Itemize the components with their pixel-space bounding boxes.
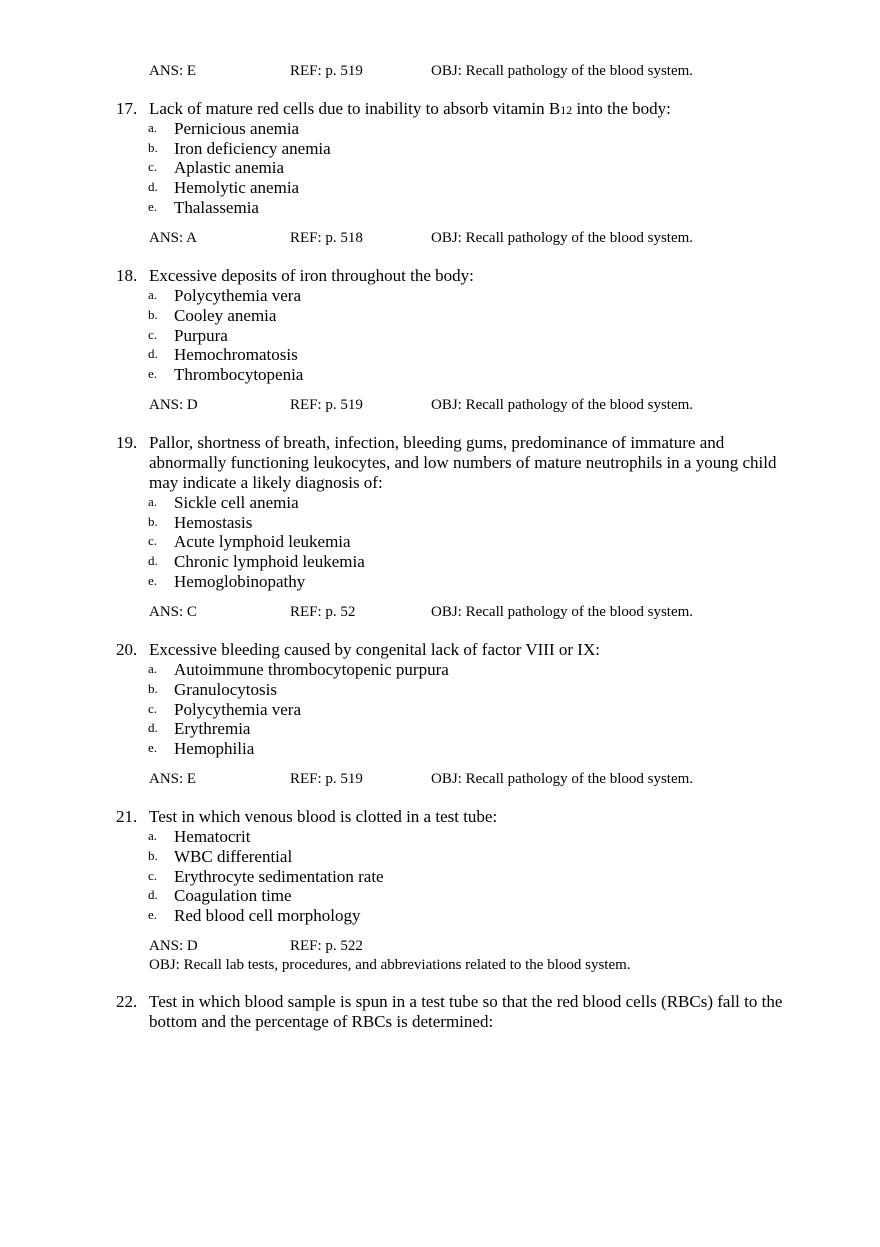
question-stem: Test in which blood sample is spun in a test tube so that the red blood cells (RBCs) fall to the bottom and the percentage of RBCs is determined: [149, 992, 783, 1031]
option-text: Polycythemia vera [174, 286, 301, 305]
answer-key: ANS: E [149, 771, 197, 787]
option-text: Hemolytic anemia [174, 178, 300, 197]
question-stem: Lack of mature red cells due to inability to absorb vitamin B12 into the body: [149, 99, 671, 118]
learning-objective: OBJ: Recall pathology of the blood system. [431, 771, 694, 787]
question-number: 17. [116, 99, 138, 118]
option-text: Purpura [174, 326, 228, 345]
answer-key: ANS: D [149, 938, 198, 954]
option-text: Granulocytosis [174, 680, 277, 699]
option-text: WBC differential [174, 847, 293, 866]
question-number: 20. [116, 640, 138, 659]
question-stem: Excessive bleeding caused by congenital lack of factor VIII or IX: [149, 640, 600, 659]
learning-objective: OBJ: Recall lab tests, procedures, and abbreviations related to the blood system. [149, 957, 631, 973]
page-reference: REF: p. 522 [290, 938, 363, 954]
option-text: Pernicious anemia [174, 119, 300, 138]
option-text: Sickle cell anemia [174, 493, 299, 512]
page-reference: REF: p. 518 [290, 230, 363, 246]
question-stem: Test in which venous blood is clotted in a test tube: [149, 807, 498, 826]
option-text: Hemophilia [174, 739, 255, 758]
page-reference: REF: p. 519 [290, 63, 363, 79]
option-text: Polycythemia vera [174, 700, 301, 719]
option-text: Erythremia [174, 719, 251, 738]
question-number: 18. [116, 266, 138, 285]
option-text: Iron deficiency anemia [174, 139, 331, 158]
option-text: Thalassemia [174, 198, 259, 217]
option-text: Cooley anemia [174, 306, 277, 325]
answer-key: ANS: E [149, 63, 197, 79]
option-text: Hemostasis [174, 513, 253, 532]
option-text: Chronic lymphoid leukemia [174, 552, 365, 571]
option-text: Acute lymphoid leukemia [174, 532, 351, 551]
option-text: Erythrocyte sedimentation rate [174, 867, 384, 886]
learning-objective: OBJ: Recall pathology of the blood system. [431, 604, 694, 620]
question-number: 19. [116, 433, 138, 452]
option-text: Red blood cell morphology [174, 906, 361, 925]
page-reference: REF: p. 52 [290, 604, 356, 620]
page-reference: REF: p. 519 [290, 771, 363, 787]
option-text: Hematocrit [174, 827, 251, 846]
learning-objective: OBJ: Recall pathology of the blood system. [431, 230, 694, 246]
subscript: 12 [560, 103, 573, 117]
document-page: ANS: E REF: p. 519 OBJ: Recall pathology of the blood system. 17. Lack of mature red cells due to inability to absorb vitamin B12 into the body: a. Pernicious anemia b. Iron deficiency anemia c. Aplastic anemia d. Hemolytic anemia e. Thalassemia ANS: A REF: p. 518 OBJ: Recall pathology of the blood system. 18. Excessive deposits of iron throughout the body: a. Polycythemia vera b. Cooley anemia c. Purpura d. Hemochromatosis e. Thrombocytopenia ANS: D REF: p. 519 OBJ: Recall pathology of the blood system. 19. Pallor, shortness of breath, infection, bleeding gums, predominance of immature and abnormally functioning leukocytes, and low numbers of mature neutrophils in a young child may indicate a likely diagnosis of: a. Sickle cell anemia b. Hemostasis c. Acute lymphoid leukemia d. Chronic lymphoid leukemia e. Hemoglobinopathy ANS: C REF: p. 52 OBJ: Recall pathology of the blood system. 20. Excessive bleeding caused by congenital lack of factor VIII or IX: a. Autoimmune thrombocytopenic purpura b. Granulocytosis c. Polycythemia vera d. Erythremia e. Hemophilia ANS: E REF: p. 519 OBJ: Recall pathology of the blood system. 21. Test in which venous blood is clotted in a test tube: a. Hematocrit b. WBC differential c. Erythrocyte sedimentation rate d. Coagulation time e. Red blood cell morphology ANS: D REF: p. 522 OBJ: Recall lab tests, procedures, and abbreviations related to the blood system. 22. Test in which blood sample is spun in a test tube so that the red blood cells (RBCs) fall to the bottom and the percentage of RBCs is determined: [0, 0, 880, 1247]
question-stem: Pallor, shortness of breath, infection, bleeding gums, predominance of immature and abnormally functioning leukocytes, and low numbers of mature neutrophils in a young child may indicate a likely diagnosis of: [149, 433, 777, 492]
option-text: Aplastic anemia [174, 158, 284, 177]
learning-objective: OBJ: Recall pathology of the blood system. [431, 397, 694, 413]
option-text: Thrombocytopenia [174, 365, 304, 384]
option-text: Hemoglobinopathy [174, 572, 306, 591]
question-number: 21. [116, 807, 138, 826]
answer-key: ANS: A [149, 230, 197, 246]
question-number: 22. [116, 992, 138, 1011]
learning-objective: OBJ: Recall pathology of the blood system. [431, 63, 694, 79]
option-text: Coagulation time [174, 886, 292, 905]
question-stem: Excessive deposits of iron throughout the body: [149, 266, 474, 285]
option-text: Hemochromatosis [174, 345, 298, 364]
answer-key: ANS: D [149, 397, 198, 413]
answer-key: ANS: C [149, 604, 197, 620]
page-reference: REF: p. 519 [290, 397, 363, 413]
option-text: Autoimmune thrombocytopenic purpura [174, 660, 449, 679]
